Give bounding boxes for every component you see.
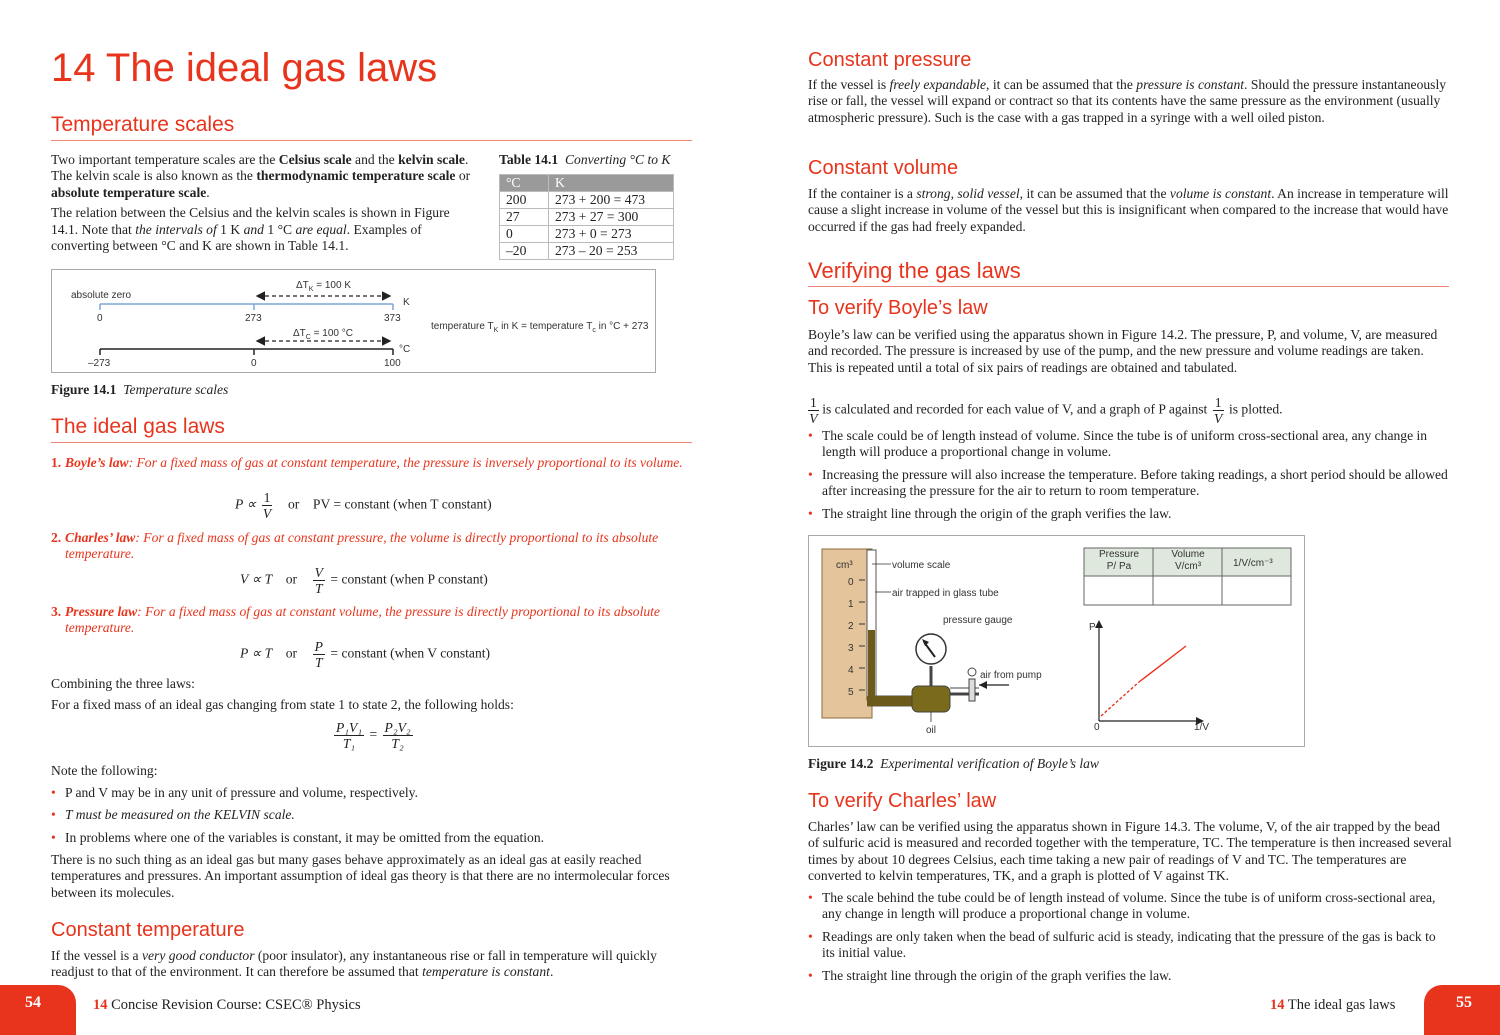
list-item: • Increasing the pressure will also increase the temperature. Before taking readings, a short period should be allowed after increasing the pressure for the air to return to room temperature. <box>808 466 1448 499</box>
charles-paragraph: Charles’ law can be verified using the apparatus shown in Figure 14.3. The volume, V, of the air trapped by the bead of sulfuric acid is measured and recorded together with the temperature, TC. The temperature is then increased several times by about 10 degrees Celsius, each time taking a new pair of readings of V and TC. The temperatures are converted to kelvin temperatures, TK, and a graph is plotted of V against TK. <box>808 819 1452 884</box>
heading-constant-temperature: Constant temperature <box>51 919 245 941</box>
table-row: 200 273 + 200 = 473 <box>500 192 674 209</box>
c-tick-label: –273 <box>88 358 111 369</box>
paragraph: The relation between the Celsius and the kelvin scales is shown in Figure 14.1. Note that the intervals of 1 K and 1 °C are equal. Examples of converting between °C and K are shown in Table 14.1. <box>51 205 450 254</box>
k-tick-label: 273 <box>245 313 262 324</box>
law-charles: 2. Charles’ law: For a fixed mass of gas at constant pressure, the volume is directly proportional to its absolute temperature. <box>51 530 659 562</box>
constant-volume-text: If the container is a strong, solid vessel, it can be assumed that the volume is constant. An increase in temperature will cause a slight increase in volume of the vessel but this is insignificant when compared to the increase that would have occurred if the gas had freely expanded. <box>808 186 1449 234</box>
equation-boyle: P ∝ $\frac{1}{V}$ or PV = constant (when T constant) <box>235 490 492 521</box>
equation-charles: V ∝ T or $\frac{V}{T}$ = constant (when P constant) <box>240 565 488 596</box>
list-item: • In problems where one of the variables is constant, it may be omitted from the equation. <box>51 829 545 845</box>
table-row: 0 273 + 0 = 273 <box>500 226 674 243</box>
paragraph: Two important temperature scales are the Celsius scale and the kelvin scale. The kelvin scale is also known as the thermodynamic temperature scale or absolute temperature scale. <box>51 152 471 200</box>
heading-rule <box>808 286 1449 287</box>
graph-origin-label: 0 <box>1094 722 1100 733</box>
table-row: –20 273 – 20 = 253 <box>500 243 674 260</box>
law-boyle: 1. Boyle’s law: For a fixed mass of gas at constant temperature, the pressure is inversely proportional to its volume. <box>51 455 683 470</box>
graph-x-label: 1/V <box>1194 722 1210 733</box>
table-header-pressure: Pressure P/ Pa <box>1098 549 1139 572</box>
constant-pressure-text: If the vessel is freely expandable, it can be assumed that the pressure is constant. Should the pressure instantaneously rise or fall, the vessel will expand or contract so that its contents have the same pressure as the environment (usually atmospheric pressure). Such is the case with a gas trapped in a syringe with a well oiled piston. <box>808 77 1447 125</box>
law-pressure: 3. Pressure law: For a fixed mass of gas at constant volume, the pressure is directly proportional to its absolute temperature. <box>51 604 660 636</box>
heading-verify-boyle: To verify Boyle’s law <box>808 297 988 319</box>
fixed-mass-text: For a fixed mass of an ideal gas changing from state 1 to state 2, the following holds: <box>51 697 514 712</box>
constant-temperature-text: If the vessel is a very good conductor (poor insulator), any instantaneous rise or fall in temperature will quickly readjust to that of the environment. It can therefore be assumed that temperature is constant. <box>51 948 657 980</box>
note-text: Note the following: <box>51 763 158 778</box>
boyle-bullets <box>808 428 1448 527</box>
page-number: 54 <box>25 994 41 1011</box>
list-item: • The straight line through the origin of the graph verifies the law. <box>808 967 1172 983</box>
table-14-1-caption: Table 14.1 Converting °C to K <box>499 152 671 167</box>
boyle-paragraph: Boyle’s law can be verified using the apparatus shown in Figure 14.2. The pressure, P, and volume, V, are measured and recorded. The pressure is increased by use of the pump, and the new pressure and volume readings are taken. This is repeated until a total of six pairs of readings are obtained and tabulated. <box>808 327 1438 375</box>
heading-constant-volume: Constant volume <box>808 157 959 179</box>
air-from-pump-label: air from pump <box>980 670 1042 681</box>
ideal-gas-paragraph: There is no such thing as an ideal gas but many gases behave approximately as an ideal gas at easily reached temperatures and pressures. An important assumption of ideal gas theory is that there are no intermolecular forces between its molecules. <box>51 852 670 900</box>
table-header-reciprocal: 1/V/cm⁻³ <box>1233 558 1273 569</box>
heading-verify-charles: To verify Charles’ law <box>808 790 997 812</box>
chapter-title: 14 The ideal gas laws <box>51 46 438 90</box>
figure-14-1-caption: Figure 14.1 Temperature scales <box>51 382 229 397</box>
oil-label: oil <box>926 725 937 736</box>
page-number: 55 <box>1456 994 1472 1011</box>
list-item: • Readings are only taken when the bead of sulfuric acid is steady, indicating that the pressure of the gas is back to its initial value. <box>808 928 1436 961</box>
list-item: • P and V may be in any unit of pressure and volume, respectively. <box>51 785 418 800</box>
boyle-apparatus-diagram <box>809 536 1304 746</box>
scale-number: 0 <box>848 577 854 588</box>
footer-chapter-title: 14 The ideal gas laws <box>1270 997 1396 1013</box>
heading-rule <box>51 140 692 141</box>
figure-temperature-scales <box>51 269 656 373</box>
list-item: • The straight line through the origin of the graph verifies the law. <box>808 505 1172 521</box>
boyle-reciprocal-line: $\frac{1}{V}$ is calculated and recorded for each value of V, and a graph of P against $\frac{1}{V}$ is plotted. <box>809 395 1283 426</box>
c-tick-label: 100 <box>384 358 401 369</box>
volume-scale-label: volume scale <box>892 560 951 571</box>
heading-verifying-gas-laws: Verifying the gas laws <box>808 258 1021 283</box>
absolute-zero-label: absolute zero <box>71 290 132 301</box>
scale-number: 1 <box>848 599 854 610</box>
note-bullets <box>51 785 696 851</box>
page-number-tab <box>1424 985 1500 1035</box>
combined-gas-equation: $\frac{\text{P₁V₁}}{\text{T₁}}$ = $\frac{\text{P₂V₂}}{\text{T₂}}$ <box>336 720 411 751</box>
air-trapped-label: air trapped in glass tube <box>892 588 999 599</box>
delta-k-label: $\Delta T_K = 100$ K <box>296 280 351 293</box>
heading-constant-pressure: Constant pressure <box>808 49 972 71</box>
page-number-tab <box>0 985 76 1035</box>
combining-text: Combining the three laws: <box>51 676 195 691</box>
graph-y-label: P <box>1089 622 1096 633</box>
scale-number: 2 <box>848 621 854 632</box>
c-tick-label: 0 <box>251 358 257 369</box>
celsius-unit-label: °C <box>399 344 411 355</box>
scale-number: 4 <box>848 665 854 676</box>
heading-temperature-scales: Temperature scales <box>51 113 235 136</box>
cm3-label: cm³ <box>836 560 853 571</box>
conversion-table <box>499 174 674 260</box>
pressure-gauge-label: pressure gauge <box>943 615 1013 626</box>
list-item: • The scale behind the tube could be of length instead of volume. Since the tube is of uniform cross-sectional area, any change in length will produce a proportional change in volume. <box>808 890 1436 922</box>
figure-14-2-caption: Figure 14.2 Experimental verification of Boyle’s law <box>808 756 1099 771</box>
table-header-volume: Volume V/cm³ <box>1171 549 1205 572</box>
list-item: • T must be measured on the KELVIN scale. <box>51 807 295 823</box>
k-tick-label: 373 <box>384 313 401 324</box>
temp-scales-text <box>51 152 476 258</box>
heading-ideal-gas-laws: The ideal gas laws <box>51 415 225 438</box>
heading-rule <box>51 442 692 443</box>
table-row: 27 273 + 27 = 300 <box>500 209 674 226</box>
equation-pressure: P ∝ T or $\frac{P}{T}$ = constant (when V constant) <box>240 639 491 670</box>
scale-number: 5 <box>848 687 854 698</box>
table-header: °C <box>500 175 549 192</box>
kelvin-unit-label: K <box>403 297 410 308</box>
list-item: • The scale could be of length instead of volume. Since the tube is of uniform cross-sectional area, any change in length will produce a proportional change in volume. <box>808 428 1428 460</box>
footer-book-title: 14 Concise Revision Course: CSEC® Physics <box>93 997 361 1013</box>
delta-c-label: $\Delta T_C = 100$ °C <box>293 328 353 341</box>
k-tick-label: 0 <box>97 313 103 324</box>
table-header: K <box>549 175 674 192</box>
charles-bullets <box>808 890 1448 989</box>
relation-label: temperature $T_K$ in K = temperature $T_c$ in °C + 273 <box>431 321 649 334</box>
scale-number: 3 <box>848 643 854 654</box>
figure-boyle-apparatus <box>808 535 1305 747</box>
